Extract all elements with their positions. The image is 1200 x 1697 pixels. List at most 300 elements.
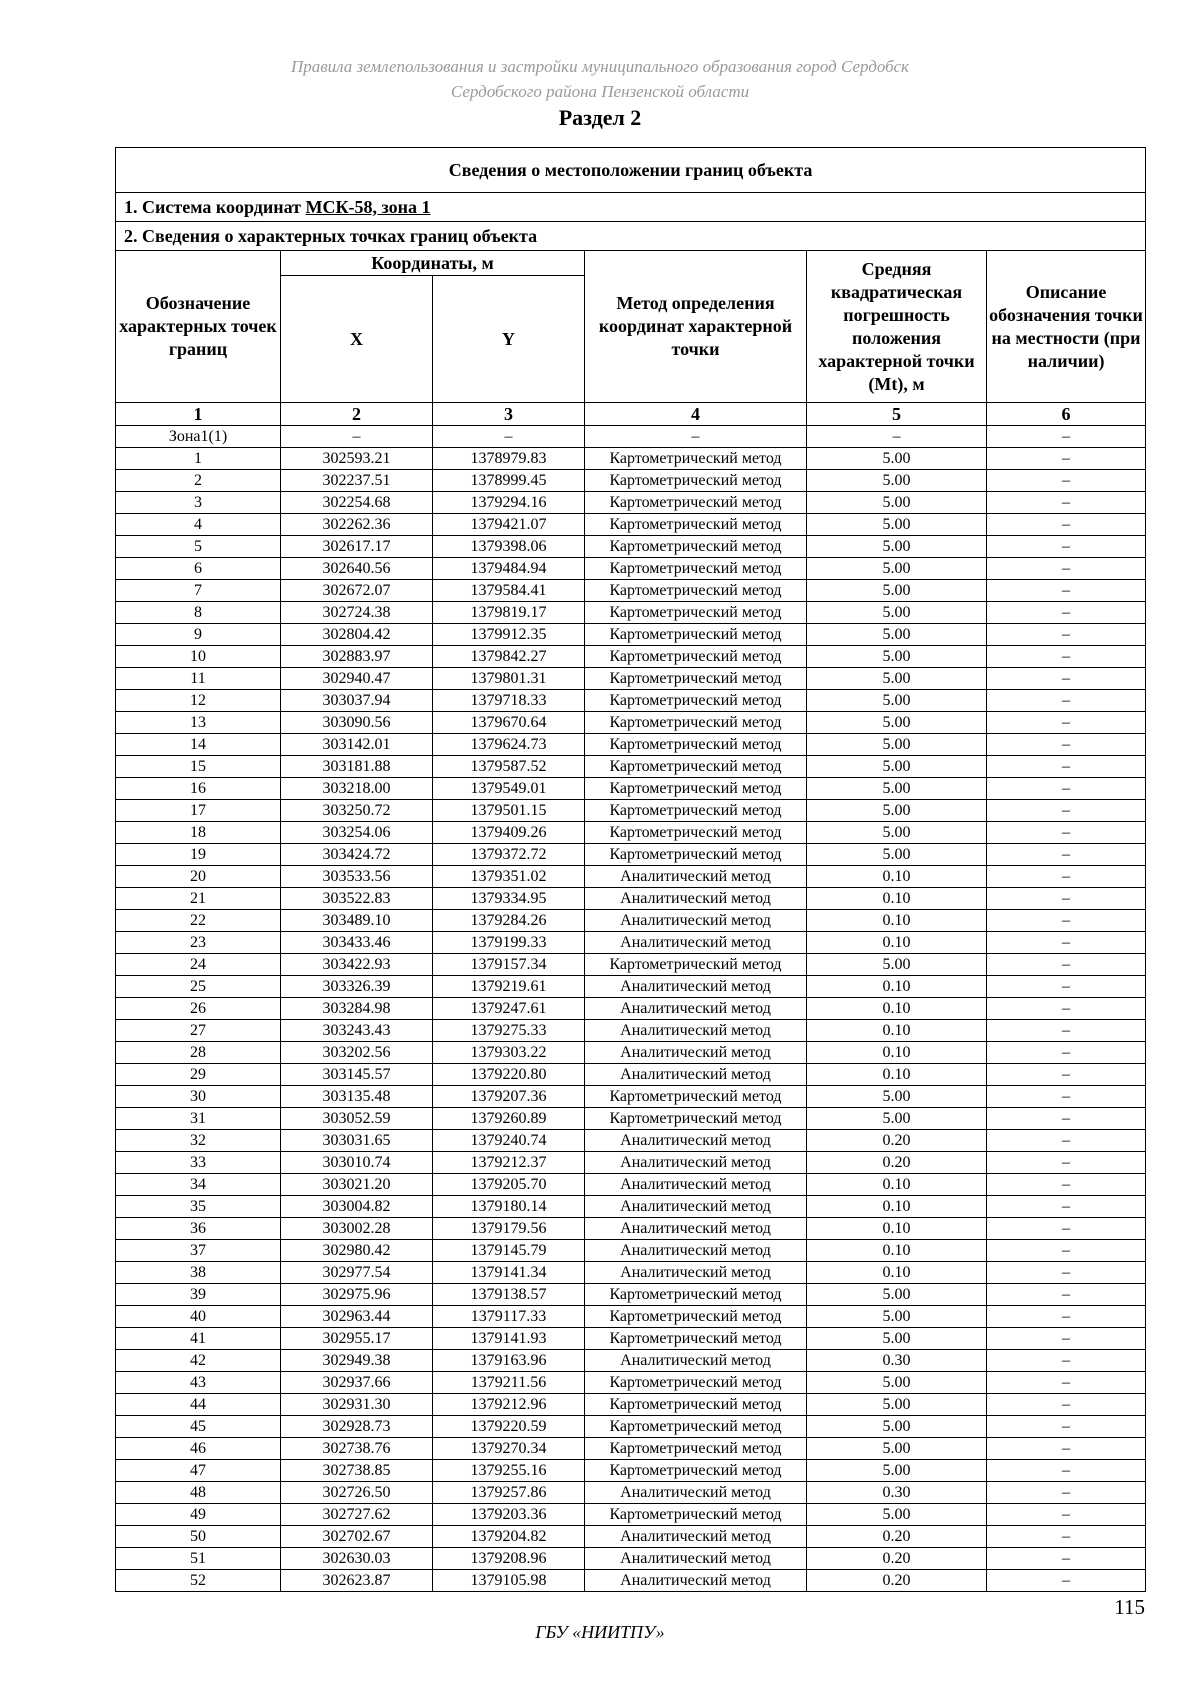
error-cell: 5.00 xyxy=(807,954,987,976)
error-cell: 5.00 xyxy=(807,712,987,734)
table-row xyxy=(116,734,1146,756)
error-cell: 0.10 xyxy=(807,1196,987,1218)
y-coordinate-cell: 1379220.80 xyxy=(433,1064,585,1086)
point-id-cell: 50 xyxy=(116,1526,281,1548)
error-cell: 5.00 xyxy=(807,1086,987,1108)
description-cell: – xyxy=(987,1526,1146,1548)
description-cell: – xyxy=(987,1548,1146,1570)
x-coordinate-cell: 302931.30 xyxy=(281,1394,433,1416)
table-row xyxy=(116,844,1146,866)
description-cell: – xyxy=(987,734,1146,756)
error-cell: 5.00 xyxy=(807,1372,987,1394)
table-row xyxy=(116,932,1146,954)
x-coordinate-cell: 302617.17 xyxy=(281,536,433,558)
coordinate-system-label: 1. Система координат xyxy=(124,196,306,217)
x-coordinate-cell: 303533.56 xyxy=(281,866,433,888)
y-coordinate-cell: 1378999.45 xyxy=(433,470,585,492)
method-cell: Картометрический метод xyxy=(585,1460,807,1482)
x-coordinate-cell: 302738.76 xyxy=(281,1438,433,1460)
y-coordinate-cell: 1379205.70 xyxy=(433,1174,585,1196)
x-coordinate-cell: 303433.46 xyxy=(281,932,433,954)
table-row xyxy=(116,976,1146,998)
point-id-cell: 3 xyxy=(116,492,281,514)
x-coordinate-cell: 303021.20 xyxy=(281,1174,433,1196)
method-cell: Картометрический метод xyxy=(585,778,807,800)
y-coordinate-cell: 1379372.72 xyxy=(433,844,585,866)
y-coordinate-cell: 1379670.64 xyxy=(433,712,585,734)
point-id-cell: 18 xyxy=(116,822,281,844)
table-row xyxy=(116,580,1146,602)
description-cell: – xyxy=(987,1570,1146,1592)
error-cell: 0.10 xyxy=(807,1218,987,1240)
method-cell: Картометрический метод xyxy=(585,690,807,712)
x-coordinate-cell: 302928.73 xyxy=(281,1416,433,1438)
description-cell: – xyxy=(987,1218,1146,1240)
y-coordinate-cell: 1379219.61 xyxy=(433,976,585,998)
description-cell: – xyxy=(987,1130,1146,1152)
point-id-cell: 8 xyxy=(116,602,281,624)
table-row xyxy=(116,866,1146,888)
boundary-points-table xyxy=(115,147,1146,1592)
table-row xyxy=(116,1262,1146,1284)
col-x-header: X xyxy=(281,276,433,403)
method-cell: Аналитический метод xyxy=(585,1042,807,1064)
table-row xyxy=(116,668,1146,690)
point-id-cell: 7 xyxy=(116,580,281,602)
table-row xyxy=(116,1438,1146,1460)
description-cell: – xyxy=(987,800,1146,822)
error-cell: – xyxy=(807,426,987,448)
method-cell: Аналитический метод xyxy=(585,866,807,888)
error-cell: 5.00 xyxy=(807,492,987,514)
point-id-cell: 28 xyxy=(116,1042,281,1064)
y-coordinate-cell: 1379207.36 xyxy=(433,1086,585,1108)
point-id-cell: 26 xyxy=(116,998,281,1020)
table-row xyxy=(116,1108,1146,1130)
x-coordinate-cell: 303181.88 xyxy=(281,756,433,778)
description-cell: – xyxy=(987,1438,1146,1460)
point-id-cell: 36 xyxy=(116,1218,281,1240)
table-row xyxy=(116,712,1146,734)
description-cell: – xyxy=(987,1328,1146,1350)
y-coordinate-cell: 1379398.06 xyxy=(433,536,585,558)
method-cell: Аналитический метод xyxy=(585,1020,807,1042)
table-row xyxy=(116,470,1146,492)
y-coordinate-cell: 1379270.34 xyxy=(433,1438,585,1460)
x-coordinate-cell: 302727.62 xyxy=(281,1504,433,1526)
description-cell: – xyxy=(987,756,1146,778)
x-coordinate-cell: 303004.82 xyxy=(281,1196,433,1218)
method-cell: Картометрический метод xyxy=(585,1108,807,1130)
table-row xyxy=(116,1504,1146,1526)
description-cell: – xyxy=(987,888,1146,910)
table-row xyxy=(116,426,1146,448)
y-coordinate-cell: 1379303.22 xyxy=(433,1042,585,1064)
point-id-cell: Зона1(1) xyxy=(116,426,281,448)
y-coordinate-cell: 1379212.96 xyxy=(433,1394,585,1416)
error-cell: 5.00 xyxy=(807,558,987,580)
x-coordinate-cell: 303002.28 xyxy=(281,1218,433,1240)
description-cell: – xyxy=(987,1372,1146,1394)
method-cell: Картометрический метод xyxy=(585,800,807,822)
point-id-cell: 30 xyxy=(116,1086,281,1108)
description-cell: – xyxy=(987,668,1146,690)
description-cell: – xyxy=(987,1350,1146,1372)
method-cell: Картометрический метод xyxy=(585,448,807,470)
method-cell: Картометрический метод xyxy=(585,602,807,624)
table-row xyxy=(116,492,1146,514)
col-point-header: Обозначение характерных точек границ xyxy=(116,251,281,403)
x-coordinate-cell: 302940.47 xyxy=(281,668,433,690)
error-cell: 5.00 xyxy=(807,1284,987,1306)
table-row xyxy=(116,954,1146,976)
table-row xyxy=(116,1240,1146,1262)
method-cell: Картометрический метод xyxy=(585,536,807,558)
description-cell: – xyxy=(987,1152,1146,1174)
point-id-cell: 42 xyxy=(116,1350,281,1372)
method-cell: Картометрический метод xyxy=(585,1306,807,1328)
method-cell: Картометрический метод xyxy=(585,712,807,734)
error-cell: 5.00 xyxy=(807,536,987,558)
y-coordinate-cell: – xyxy=(433,426,585,448)
description-cell: – xyxy=(987,1174,1146,1196)
method-cell: Картометрический метод xyxy=(585,1438,807,1460)
method-cell: Аналитический метод xyxy=(585,1526,807,1548)
error-cell: 0.10 xyxy=(807,1042,987,1064)
method-cell: Картометрический метод xyxy=(585,514,807,536)
method-cell: Картометрический метод xyxy=(585,624,807,646)
table-row xyxy=(116,646,1146,668)
table-row xyxy=(116,558,1146,580)
x-coordinate-cell: 302640.56 xyxy=(281,558,433,580)
point-id-cell: 13 xyxy=(116,712,281,734)
method-cell: Аналитический метод xyxy=(585,976,807,998)
error-cell: 5.00 xyxy=(807,690,987,712)
table-row xyxy=(116,1042,1146,1064)
table-row xyxy=(116,602,1146,624)
x-coordinate-cell: 302977.54 xyxy=(281,1262,433,1284)
error-cell: 0.10 xyxy=(807,1020,987,1042)
y-coordinate-cell: 1379141.34 xyxy=(433,1262,585,1284)
y-coordinate-cell: 1379260.89 xyxy=(433,1108,585,1130)
y-coordinate-cell: 1379138.57 xyxy=(433,1284,585,1306)
x-coordinate-cell: 302975.96 xyxy=(281,1284,433,1306)
table-row xyxy=(116,1416,1146,1438)
point-id-cell: 46 xyxy=(116,1438,281,1460)
error-cell: 0.10 xyxy=(807,888,987,910)
error-cell: 5.00 xyxy=(807,580,987,602)
method-cell: Аналитический метод xyxy=(585,1350,807,1372)
point-id-cell: 5 xyxy=(116,536,281,558)
col-y-header: Y xyxy=(433,276,585,403)
x-coordinate-cell: 303202.56 xyxy=(281,1042,433,1064)
error-cell: 5.00 xyxy=(807,1394,987,1416)
y-coordinate-cell: 1379819.17 xyxy=(433,602,585,624)
error-cell: 5.00 xyxy=(807,1108,987,1130)
error-cell: 5.00 xyxy=(807,756,987,778)
error-cell: 5.00 xyxy=(807,624,987,646)
error-cell: 0.20 xyxy=(807,1152,987,1174)
page-number: 115 xyxy=(1114,1595,1145,1619)
x-coordinate-cell: 303254.06 xyxy=(281,822,433,844)
description-cell: – xyxy=(987,1306,1146,1328)
table-row xyxy=(116,1482,1146,1504)
table-row xyxy=(116,624,1146,646)
point-id-cell: 29 xyxy=(116,1064,281,1086)
point-id-cell: 12 xyxy=(116,690,281,712)
method-cell: Аналитический метод xyxy=(585,910,807,932)
point-id-cell: 14 xyxy=(116,734,281,756)
description-cell: – xyxy=(987,1108,1146,1130)
point-id-cell: 24 xyxy=(116,954,281,976)
y-coordinate-cell: 1379501.15 xyxy=(433,800,585,822)
y-coordinate-cell: 1379203.36 xyxy=(433,1504,585,1526)
x-coordinate-cell: 302883.97 xyxy=(281,646,433,668)
table-row xyxy=(116,888,1146,910)
x-coordinate-cell: – xyxy=(281,426,433,448)
y-coordinate-cell: 1379157.34 xyxy=(433,954,585,976)
error-cell: 0.10 xyxy=(807,1064,987,1086)
point-id-cell: 47 xyxy=(116,1460,281,1482)
y-coordinate-cell: 1379842.27 xyxy=(433,646,585,668)
description-cell: – xyxy=(987,426,1146,448)
description-cell: – xyxy=(987,646,1146,668)
x-coordinate-cell: 303135.48 xyxy=(281,1086,433,1108)
y-coordinate-cell: 1379199.33 xyxy=(433,932,585,954)
method-cell: Картометрический метод xyxy=(585,580,807,602)
x-coordinate-cell: 303489.10 xyxy=(281,910,433,932)
x-coordinate-cell: 303037.94 xyxy=(281,690,433,712)
table-row xyxy=(116,910,1146,932)
error-cell: 0.10 xyxy=(807,1174,987,1196)
point-id-cell: 41 xyxy=(116,1328,281,1350)
x-coordinate-cell: 302949.38 xyxy=(281,1350,433,1372)
y-coordinate-cell: 1379240.74 xyxy=(433,1130,585,1152)
col-number: 5 xyxy=(807,403,987,426)
x-coordinate-cell: 302593.21 xyxy=(281,448,433,470)
y-coordinate-cell: 1379284.26 xyxy=(433,910,585,932)
description-cell: – xyxy=(987,1394,1146,1416)
point-id-cell: 16 xyxy=(116,778,281,800)
point-id-cell: 20 xyxy=(116,866,281,888)
x-coordinate-cell: 302702.67 xyxy=(281,1526,433,1548)
table-row xyxy=(116,1526,1146,1548)
y-coordinate-cell: 1379587.52 xyxy=(433,756,585,778)
y-coordinate-cell: 1379208.96 xyxy=(433,1548,585,1570)
x-coordinate-cell: 303142.01 xyxy=(281,734,433,756)
method-cell: Аналитический метод xyxy=(585,1548,807,1570)
running-header-line-1: Правила землепользования и застройки муниципального образования город Сердобск xyxy=(290,57,909,76)
x-coordinate-cell: 303010.74 xyxy=(281,1152,433,1174)
x-coordinate-cell: 302726.50 xyxy=(281,1482,433,1504)
table-row xyxy=(116,514,1146,536)
description-cell: – xyxy=(987,998,1146,1020)
col-desc-header: Описание обозначения точки на местности (при наличии) xyxy=(987,251,1146,403)
description-cell: – xyxy=(987,602,1146,624)
description-cell: – xyxy=(987,1064,1146,1086)
method-cell: Аналитический метод xyxy=(585,1174,807,1196)
error-cell: 5.00 xyxy=(807,668,987,690)
description-cell: – xyxy=(987,470,1146,492)
x-coordinate-cell: 303218.00 xyxy=(281,778,433,800)
description-cell: – xyxy=(987,976,1146,998)
col-coords-header: Координаты, м xyxy=(281,251,585,276)
table-row xyxy=(116,536,1146,558)
x-coordinate-cell: 302980.42 xyxy=(281,1240,433,1262)
x-coordinate-cell: 302937.66 xyxy=(281,1372,433,1394)
point-id-cell: 38 xyxy=(116,1262,281,1284)
description-cell: – xyxy=(987,1086,1146,1108)
method-cell: Картометрический метод xyxy=(585,492,807,514)
point-id-cell: 1 xyxy=(116,448,281,470)
y-coordinate-cell: 1379718.33 xyxy=(433,690,585,712)
description-cell: – xyxy=(987,624,1146,646)
method-cell: – xyxy=(585,426,807,448)
y-coordinate-cell: 1379145.79 xyxy=(433,1240,585,1262)
error-cell: 0.10 xyxy=(807,910,987,932)
point-id-cell: 33 xyxy=(116,1152,281,1174)
method-cell: Картометрический метод xyxy=(585,756,807,778)
x-coordinate-cell: 302804.42 xyxy=(281,624,433,646)
method-cell: Аналитический метод xyxy=(585,1064,807,1086)
method-cell: Картометрический метод xyxy=(585,1504,807,1526)
method-cell: Аналитический метод xyxy=(585,998,807,1020)
description-cell: – xyxy=(987,580,1146,602)
method-cell: Аналитический метод xyxy=(585,1240,807,1262)
description-cell: – xyxy=(987,1020,1146,1042)
y-coordinate-cell: 1379212.37 xyxy=(433,1152,585,1174)
y-coordinate-cell: 1378979.83 xyxy=(433,448,585,470)
method-cell: Картометрический метод xyxy=(585,1328,807,1350)
table-row xyxy=(116,1306,1146,1328)
description-cell: – xyxy=(987,536,1146,558)
x-coordinate-cell: 303326.39 xyxy=(281,976,433,998)
y-coordinate-cell: 1379255.16 xyxy=(433,1460,585,1482)
coordinate-system-row xyxy=(116,193,1146,222)
error-cell: 5.00 xyxy=(807,1328,987,1350)
description-cell: – xyxy=(987,932,1146,954)
table-row xyxy=(116,756,1146,778)
x-coordinate-cell: 303243.43 xyxy=(281,1020,433,1042)
description-cell: – xyxy=(987,954,1146,976)
point-id-cell: 40 xyxy=(116,1306,281,1328)
point-id-cell: 2 xyxy=(116,470,281,492)
error-cell: 5.00 xyxy=(807,734,987,756)
table-row xyxy=(116,1196,1146,1218)
y-coordinate-cell: 1379912.35 xyxy=(433,624,585,646)
table-row xyxy=(116,800,1146,822)
point-id-cell: 19 xyxy=(116,844,281,866)
description-cell: – xyxy=(987,1196,1146,1218)
error-cell: 5.00 xyxy=(807,1460,987,1482)
y-coordinate-cell: 1379584.41 xyxy=(433,580,585,602)
error-cell: 0.10 xyxy=(807,1262,987,1284)
point-id-cell: 34 xyxy=(116,1174,281,1196)
col-number: 4 xyxy=(585,403,807,426)
description-cell: – xyxy=(987,1240,1146,1262)
error-cell: 0.10 xyxy=(807,1240,987,1262)
table-row xyxy=(116,1394,1146,1416)
x-coordinate-cell: 302738.85 xyxy=(281,1460,433,1482)
table-row xyxy=(116,1350,1146,1372)
x-coordinate-cell: 302262.36 xyxy=(281,514,433,536)
error-cell: 5.00 xyxy=(807,514,987,536)
table-row xyxy=(116,1086,1146,1108)
point-id-cell: 32 xyxy=(116,1130,281,1152)
description-cell: – xyxy=(987,1284,1146,1306)
y-coordinate-cell: 1379334.95 xyxy=(433,888,585,910)
x-coordinate-cell: 303250.72 xyxy=(281,800,433,822)
y-coordinate-cell: 1379294.16 xyxy=(433,492,585,514)
x-coordinate-cell: 303424.72 xyxy=(281,844,433,866)
point-id-cell: 51 xyxy=(116,1548,281,1570)
y-coordinate-cell: 1379105.98 xyxy=(433,1570,585,1592)
y-coordinate-cell: 1379351.02 xyxy=(433,866,585,888)
table-row xyxy=(116,822,1146,844)
description-cell: – xyxy=(987,844,1146,866)
points-section-title: 2. Сведения о характерных точках границ объекта xyxy=(116,222,1146,251)
table-title: Сведения о местоположении границ объекта xyxy=(116,148,1146,193)
y-coordinate-cell: 1379549.01 xyxy=(433,778,585,800)
description-cell: – xyxy=(987,1262,1146,1284)
error-cell: 0.10 xyxy=(807,866,987,888)
method-cell: Картометрический метод xyxy=(585,1372,807,1394)
point-id-cell: 23 xyxy=(116,932,281,954)
description-cell: – xyxy=(987,778,1146,800)
x-coordinate-cell: 302254.68 xyxy=(281,492,433,514)
error-cell: 5.00 xyxy=(807,1416,987,1438)
error-cell: 5.00 xyxy=(807,822,987,844)
table-row xyxy=(116,690,1146,712)
error-cell: 0.30 xyxy=(807,1482,987,1504)
col-method-header: Метод определения координат характерной точки xyxy=(585,251,807,403)
error-cell: 5.00 xyxy=(807,844,987,866)
point-id-cell: 10 xyxy=(116,646,281,668)
table-row xyxy=(116,998,1146,1020)
table-row xyxy=(116,1460,1146,1482)
table-row xyxy=(116,448,1146,470)
y-coordinate-cell: 1379421.07 xyxy=(433,514,585,536)
error-cell: 0.20 xyxy=(807,1526,987,1548)
point-id-cell: 15 xyxy=(116,756,281,778)
method-cell: Аналитический метод xyxy=(585,1196,807,1218)
point-id-cell: 52 xyxy=(116,1570,281,1592)
description-cell: – xyxy=(987,910,1146,932)
description-cell: – xyxy=(987,448,1146,470)
y-coordinate-cell: 1379409.26 xyxy=(433,822,585,844)
x-coordinate-cell: 302724.38 xyxy=(281,602,433,624)
x-coordinate-cell: 302955.17 xyxy=(281,1328,433,1350)
point-id-cell: 44 xyxy=(116,1394,281,1416)
method-cell: Аналитический метод xyxy=(585,932,807,954)
description-cell: – xyxy=(987,1042,1146,1064)
table-row xyxy=(116,1130,1146,1152)
point-id-cell: 25 xyxy=(116,976,281,998)
method-cell: Аналитический метод xyxy=(585,1130,807,1152)
description-cell: – xyxy=(987,1460,1146,1482)
method-cell: Картометрический метод xyxy=(585,954,807,976)
method-cell: Картометрический метод xyxy=(585,1394,807,1416)
col-number: 3 xyxy=(433,403,585,426)
y-coordinate-cell: 1379257.86 xyxy=(433,1482,585,1504)
method-cell: Аналитический метод xyxy=(585,888,807,910)
error-cell: 0.10 xyxy=(807,976,987,998)
table-row xyxy=(116,778,1146,800)
y-coordinate-cell: 1379624.73 xyxy=(433,734,585,756)
x-coordinate-cell: 303090.56 xyxy=(281,712,433,734)
table-row xyxy=(116,1372,1146,1394)
method-cell: Аналитический метод xyxy=(585,1152,807,1174)
